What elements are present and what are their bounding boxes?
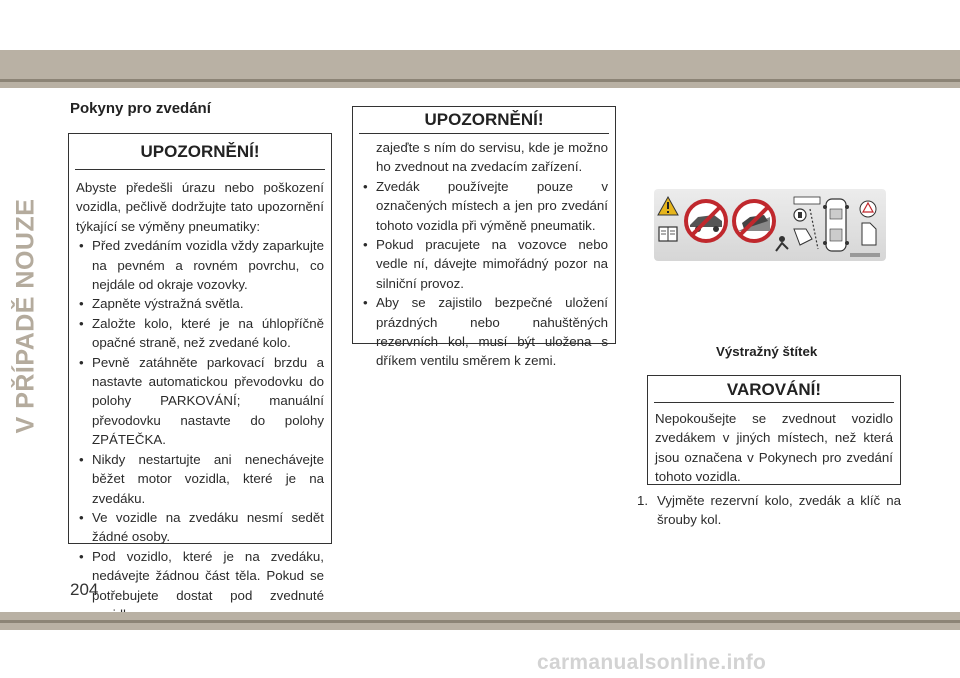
step-1	[637, 491, 901, 530]
caution-box-1-list	[76, 236, 324, 624]
list-item: • Pevně zatáhněte parkovací brzdu a nastavte automatickou převodovku do polohy PARKOVÁNÍ; manuální převodovku nastavte do polohy ZPÁTEČKA.	[76, 353, 324, 450]
warning-box-text: Nepokoušejte se zvednout vozidlo zvedákem v jiných místech, než která jsou označena v Pokynech pro zvedání tohoto vozidla.	[655, 411, 893, 485]
list-item: • Pod vozidlo, které je na zvedáku, nedávejte žádnou část těla. Pokud se potřebujete dostat pod zvednuté	[76, 547, 324, 625]
page-number: 204	[70, 580, 99, 599]
figure-caption: Výstražný štítek	[716, 344, 818, 359]
label-part-number-stripe	[850, 253, 880, 257]
list-item: • Před zvedáním vozidla vždy zaparkujte na pevném a rovném povrchu, co nejdále od okraje vozovky.	[76, 236, 324, 294]
step-1-text: Vyjměte rezervní kolo, zvedák a klíč na šrouby kol.	[657, 493, 901, 528]
warning-box	[647, 375, 901, 485]
list-item: • Zvedák používejte pouze v označených místech a jen pro zvedání tohoto vozidla při výměně pneumatik.	[360, 177, 608, 235]
list-item: • Založte kolo, které je na úhlopříčně opačné straně, než zvedané kolo.	[76, 314, 324, 353]
caution-box-2-heading: UPOZORNĚNÍ!	[359, 107, 609, 134]
list-item: • Nikdy nestartujte ani nenechávejte běžet motor vozidla, které je na zvedáku.	[76, 450, 324, 508]
list-item: • Zapněte výstražná světla.	[76, 294, 324, 313]
caution-box-2-list	[360, 177, 608, 371]
manual-book-icon	[659, 227, 677, 241]
list-item: • Pokud pracujete na vozovce nebo vedle ní, dávejte mimořádný pozor na silniční provoz.	[360, 235, 608, 293]
top-header-line	[0, 79, 960, 82]
list-item: • Aby se zajistilo bezpečné uložení prázdných nebo nahuštěných rezervních kol, musí být uložena s dříkem ventilu směrem k zemi.	[360, 293, 608, 371]
caution-box-1-heading: UPOZORNĚNÍ!	[75, 134, 325, 170]
no-incline-icon	[734, 201, 774, 241]
warning-label-image	[654, 189, 886, 261]
top-header-band	[0, 50, 960, 88]
list-item: • Ve vozidle na zvedáku nesmí sedět žádné osoby.	[76, 508, 324, 547]
vehicle-top-view-icon	[823, 199, 849, 251]
caution-box-2-continuation: zajeďte s ním do servisu, kde je možno ho zvednout na zvedacím zařízení.	[376, 140, 608, 175]
watermark: carmanualsonline.info	[537, 651, 767, 674]
side-chapter-title-text: V PŘÍPADĚ NOUZE	[11, 198, 40, 434]
bottom-footer-line	[0, 620, 960, 623]
caution-box-1-intro: Abyste předešli úrazu nebo poškození vozidla, pečlivě dodržujte tato upozornění týkající se výměny pneumatiky:	[76, 180, 324, 234]
step-1-number: 1.	[637, 493, 649, 508]
caution-box-2	[352, 106, 616, 369]
section-title: Pokyny pro zvedání	[70, 100, 211, 117]
no-person-under-car-icon	[686, 201, 726, 241]
warning-box-heading: VAROVÁNÍ!	[654, 376, 894, 403]
